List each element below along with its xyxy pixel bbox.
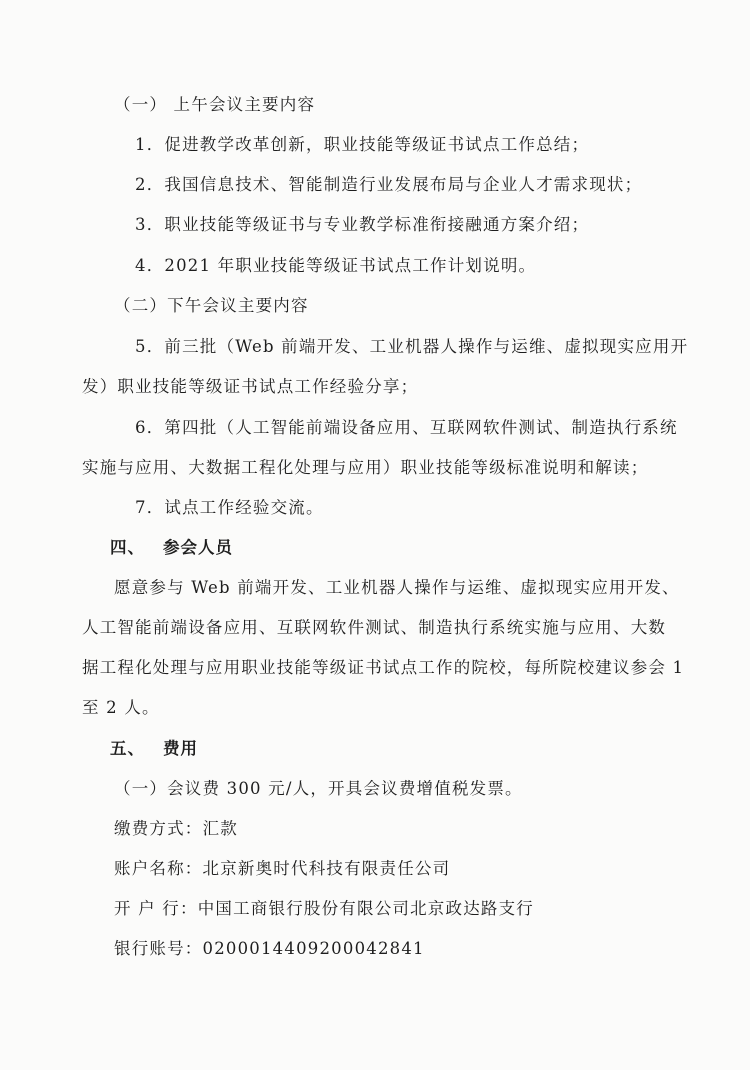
fees-amount-line: （一）会议费 300 元/人，开具会议费增值税发票。 [114, 779, 523, 798]
fees-number: 五、 [110, 739, 145, 758]
participants-number: 四、 [110, 538, 145, 557]
participants-line-3: 据工程化处理与应用职业技能等级证书试点工作的院校，每所院校建议参会 1 [82, 658, 685, 677]
fees-heading [110, 741, 198, 758]
participants-title: 参会人员 [163, 538, 233, 557]
afternoon-item-6-line1: 6．第四批（人工智能前端设备应用、互联网软件测试、制造执行系统 [135, 418, 678, 437]
morning-item-2: 2．我国信息技术、智能制造行业发展布局与企业人才需求现状； [135, 175, 643, 194]
morning-item-3: 3．职业技能等级证书与专业教学标准衔接融通方案介绍； [135, 215, 590, 234]
bank-account-number: 银行账号：0200014409200042841 [114, 939, 425, 958]
participants-line-1: 愿意参与 Web 前端开发、工业机器人操作与运维、虚拟现实应用开发、 [114, 578, 680, 597]
afternoon-section-heading: （二）下午会议主要内容 [114, 296, 309, 315]
fees-title: 费用 [163, 739, 198, 758]
afternoon-item-5-line2: 发）职业技能等级证书试点工作经验分享； [82, 377, 419, 396]
morning-item-4: 4．2021 年职业技能等级证书试点工作计划说明。 [135, 256, 537, 275]
payment-method: 缴费方式：汇款 [114, 819, 238, 838]
afternoon-item-5-line1: 5．前三批（Web 前端开发、工业机器人操作与运维、虚拟现实应用开 [135, 337, 689, 356]
afternoon-item-7: 7．试点工作经验交流。 [135, 498, 324, 517]
participants-line-4: 至 2 人。 [82, 698, 160, 717]
bank-branch: 开 户 行：中国工商银行股份有限公司北京政达路支行 [114, 899, 534, 918]
afternoon-item-6-line2: 实施与应用、大数据工程化处理与应用）职业技能等级标准说明和解读； [82, 458, 649, 477]
participants-heading [110, 540, 233, 557]
account-name: 账户名称：北京新奥时代科技有限责任公司 [114, 859, 451, 878]
participants-line-2: 人工智能前端设备应用、互联网软件测试、制造执行系统实施与应用、大数 [82, 618, 667, 637]
morning-section-heading: （一） 上午会议主要内容 [114, 95, 316, 114]
morning-item-1: 1．促进教学改革创新，职业技能等级证书试点工作总结； [135, 135, 590, 154]
